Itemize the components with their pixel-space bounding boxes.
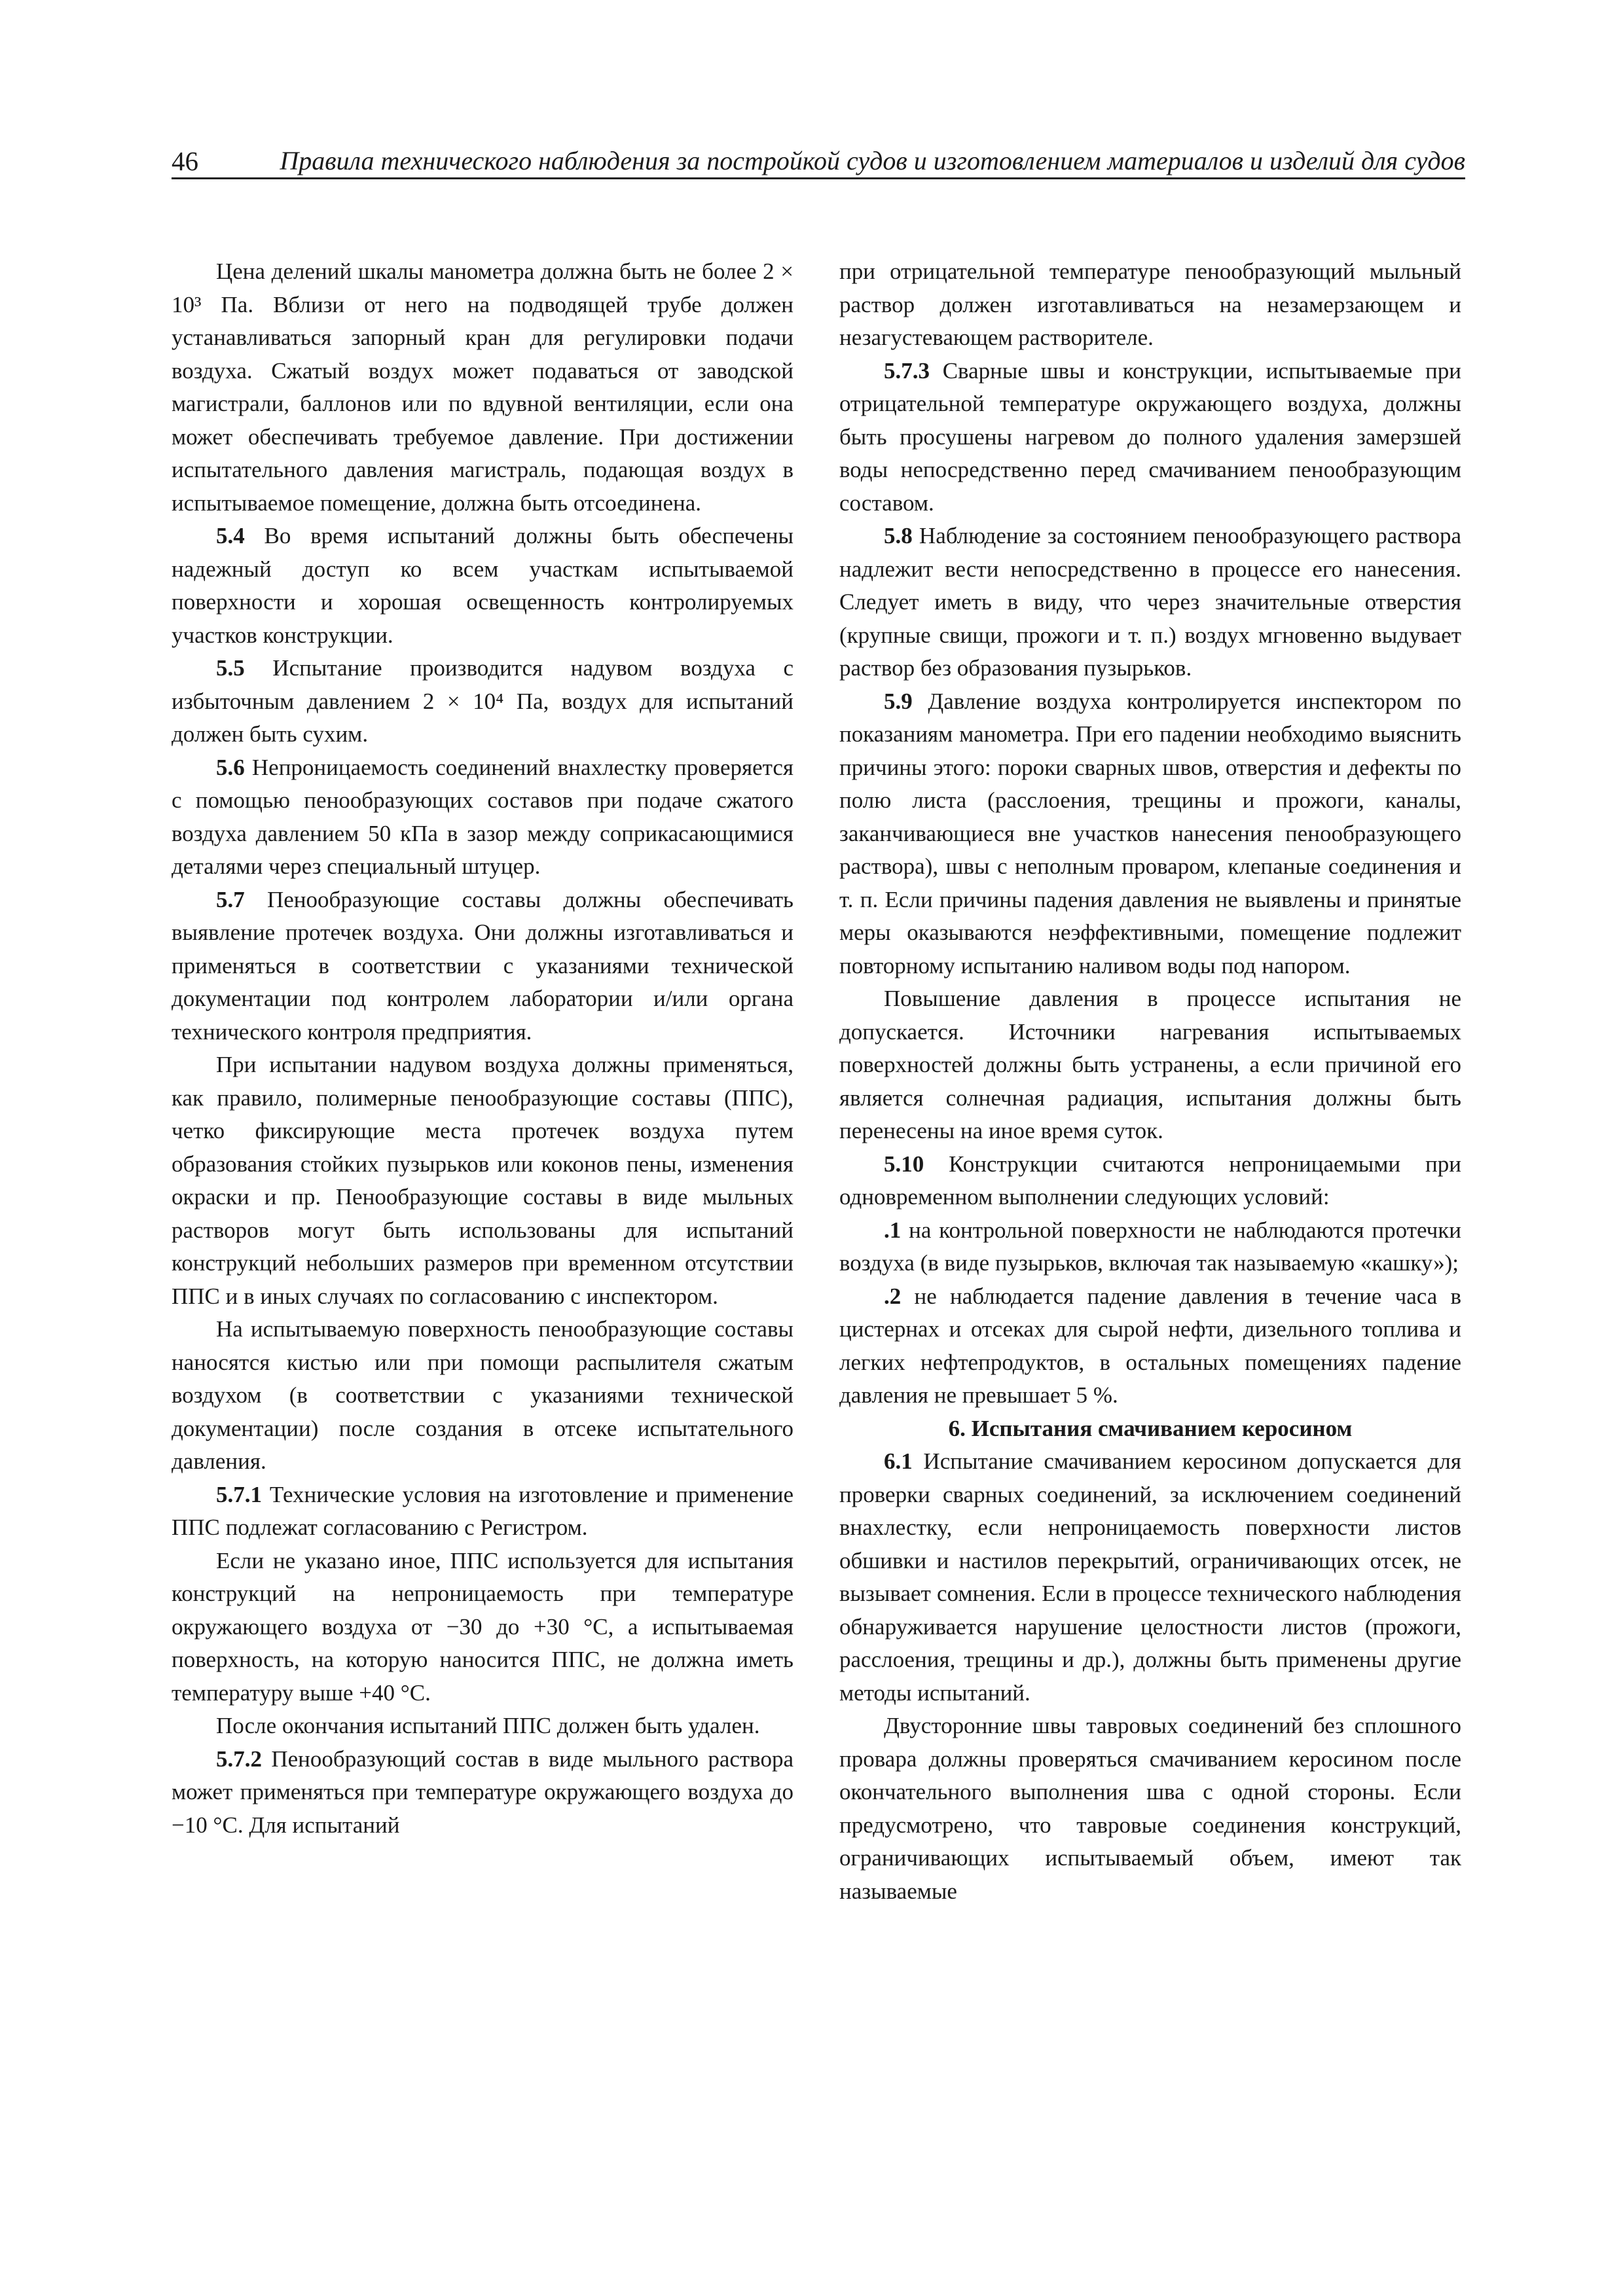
paragraph: На испытываемую поверхность пенообразующие составы наносятся кистью или при помощи распылителя сжатым воздухом (в соответствии с указаниями технической документации) после создания в отсеке испытательного давления.: [172, 1316, 793, 1474]
clause-number: 5.8: [884, 523, 913, 548]
clause-5-4: 5.4 Во время испытаний должны быть обеспечены надежный доступ ко всем участкам испытываемой поверхности и хорошая освещенность контролируемых участков конструкции.: [172, 523, 793, 648]
condition-number: .1: [884, 1217, 902, 1243]
condition-1: .1 на контрольной поверхности не наблюдаются протечки воздуха (в виде пузырьков, включая так называемую «кашку»);: [839, 1217, 1461, 1276]
clause-5-10: 5.10 Конструкции считаются непроницаемыми при одновременном выполнении следующих условий:: [839, 1151, 1461, 1210]
condition-number: .2: [884, 1283, 902, 1309]
clause-5-9: 5.9 Давление воздуха контролируется инспектором по показаниям манометра. При его падении необходимо выяснить причины этого: пороки сварных швов, отверстия и дефекты по полю листа (расслоения, трещины и прожоги, каналы, заканчивающиеся вне участков нанесения пенообразующего раствора), швы с неполным проваром, клепаные соединения и т. п. Если причины падения давления не выявлены и принятые меры оказываются неэффективными, помещение подлежит повторному испытанию наливом воды под напором.: [839, 688, 1461, 978]
clause-number: 5.6: [216, 754, 245, 780]
clause-5-7-2: 5.7.2 Пенообразующий состав в виде мыльного раствора может применяться при температуре окружающего воздуха до −10 °С. Для испытаний: [172, 1746, 793, 1838]
paragraph: После окончания испытаний ППС должен быть удален.: [216, 1713, 760, 1738]
clause-number: 6.1: [884, 1448, 913, 1474]
paragraph: Двусторонние швы тавровых соединений без сплошного провара должны проверяться смачиванием керосином после окончательного выполнения шва с одной стороны. Если предусмотрено, что тавровые соединения конструкций, ограничивающих испытываемый объем, имеют так называемые: [839, 1713, 1461, 1904]
condition-2: .2 не наблюдается падение давления в течение часа в цистернах и отсеках для сырой нефти, дизельного топлива и легких нефтепродуктов, в остальных помещениях падение давления не превышает 5 %.: [839, 1283, 1461, 1408]
paragraph: Цена делений шкалы манометра должна быть не более 2 × 10³ Па. Вблизи от него на подводящей трубе должен устанавливаться запорный кран для регулировки подачи воздуха. Сжатый воздух может подаваться от заводской магистрали, баллонов или по вдувной вентиляции, если она может обеспечивать требуемое давление. При достижении испытательного давления магистраль, подающая воздух в испытываемое помещение, должна быть отсоединена.: [172, 259, 793, 516]
clause-5-7-1: 5.7.1 Технические условия на изготовление и применение ППС подлежат согласованию с Регистром.: [172, 1481, 793, 1540]
paragraph-continuation: при отрицательной температуре пенообразующий мыльный раствор должен изготавливаться на незамерзающем и незагустевающем растворителе.: [839, 259, 1461, 350]
clause-number: 5.7.1: [216, 1481, 262, 1507]
paragraph: При испытании надувом воздуха должны применяться, как правило, полимерные пенообразующие составы (ППС), четко фиксирующие места протечек воздуха путем образования стойких пузырьков или коконов пены, изменения окраски и пр. Пенообразующие составы в виде мыльных растворов могут быть использованы для испытаний конструкций небольших размеров при временном отсутствии ППС и в иных случаях по согласованию с инспектором.: [172, 1052, 793, 1309]
clause-number: 5.7.2: [216, 1746, 262, 1772]
clause-5-7: 5.7 Пенообразующие составы должны обеспечивать выявление протечек воздуха. Они должны изготавливаться и применяться в соответствии с указаниями технической документации под контролем лаборатории и/или органа технического контроля предприятия.: [172, 886, 793, 1045]
clause-5-5: 5.5 Испытание производится надувом воздуха с избыточным давлением 2 × 10⁴ Па, воздух для испытаний должен быть сухим.: [172, 655, 793, 747]
paragraph: Повышение давления в процессе испытания не допускается. Источники нагревания испытываемых поверхностей должны быть устранены, а если причиной его является солнечная радиация, испытания должны быть перенесены на иное время суток.: [839, 986, 1461, 1143]
paragraph: Если не указано иное, ППС используется для испытания конструкций на непроницаемость при температуре окружающего воздуха от −30 до +30 °С, а испытываемая поверхность, на которую наносится ППС, не должна иметь температуру выше +40 °С.: [172, 1547, 793, 1706]
clause-5-6: 5.6 Непроницаемость соединений внахлестку проверяется с помощью пенообразующих составов при подаче сжатого воздуха давлением 50 кПа в зазор между соприкасающимися деталями через специальный штуцер.: [172, 754, 793, 879]
clause-5-7-3: 5.7.3 Сварные швы и конструкции, испытываемые при отрицательной температуре окружающего воздуха, должны быть просушены нагревом до полного удаления замерзшей воды непосредственно перед смачиванием пенообразующим составом.: [839, 357, 1461, 516]
page-number: 46: [172, 146, 198, 176]
clause-number: 5.4: [216, 523, 245, 548]
clause-6-1: 6.1 Испытание смачиванием керосином допускается для проверки сварных соединений, за исключением соединений внахлестку, если непроницаемость поверхности листов обшивки и настилов перекрытий, ограничивающих отсек, не вызывает сомнения. Если в процессе технического наблюдения обнаруживается нарушение целостности листов (прожоги, расслоения, трещины и др.), должны быть применены другие методы испытаний.: [839, 1448, 1461, 1706]
page-header: [172, 143, 1465, 178]
clause-5-8: 5.8 Наблюдение за состоянием пенообразующего раствора надлежит вести непосредственно в процессе его нанесения. Следует иметь в виду, что через значительные отверстия (крупные свищи, прожоги и т. п.) воздух мгновенно выдувает раствор без образования пузырьков.: [839, 523, 1461, 681]
running-title: Правила технического наблюдения за постройкой судов и изготовлением материалов и изделий для судов: [280, 146, 1465, 175]
right-column: [839, 255, 1461, 1908]
left-column: [172, 255, 793, 1842]
clause-number: 5.5: [216, 655, 245, 681]
header-rule: [172, 177, 1465, 179]
clause-number: 5.9: [884, 688, 913, 714]
clause-number: 5.7.3: [884, 357, 930, 384]
clause-number: 5.7: [216, 886, 245, 912]
clause-number: 5.10: [884, 1151, 924, 1177]
section-heading: 6. Испытания смачиванием керосином: [948, 1415, 1353, 1441]
